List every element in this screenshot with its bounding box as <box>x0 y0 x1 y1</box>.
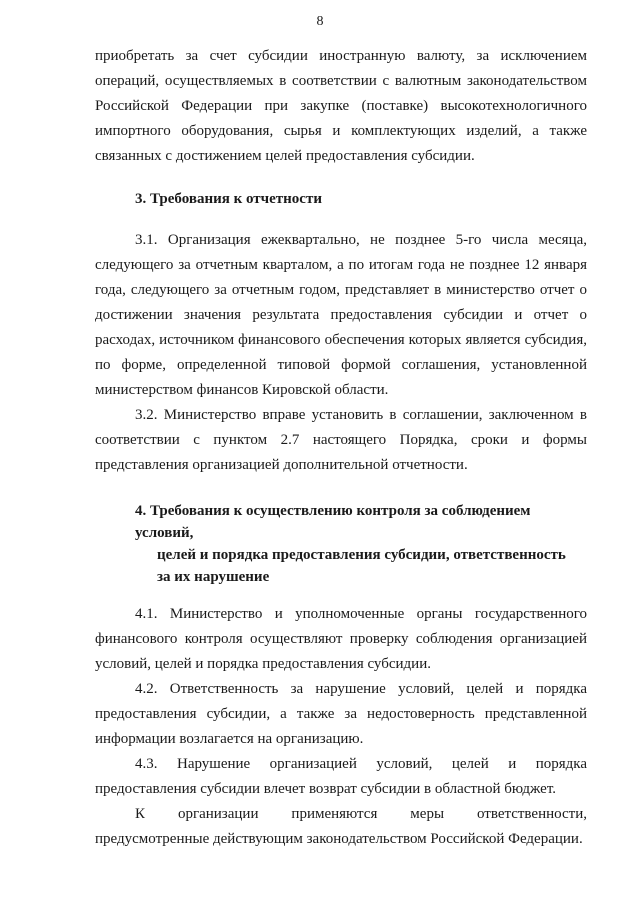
section-3-heading: 3. Требования к отчетности <box>135 191 322 207</box>
section-4-heading-line-2: целей и порядка предоставления субсидии, ответственность <box>157 547 566 563</box>
section-4-paragraph-3: 4.3. Нарушение организацией условий, целей и порядка предоставления субсидии влечет возврат субсидии в областной бюджет. <box>95 756 587 797</box>
page-number: 8 <box>316 14 324 29</box>
section-4-heading-line-1: 4. Требования к осуществлению контроля за соблюдением условий, <box>135 503 531 541</box>
intro-paragraph: приобретать за счет субсидии иностранную валюту, за исключением операций, осуществляемых в соответствии с валютным законодательством Российской Федерации при закупке (поставке) высокотехнологичного импортного оборудования, сырья и комплектующих изделий, а также связанных с достижением целей предоставления субсидии. <box>95 48 587 164</box>
document-body <box>95 44 587 852</box>
section-3-paragraph-1: 3.1. Организация ежеквартально, не позднее 5-го числа месяца, следующего за отчетным кварталом, а по итогам года не позднее 12 января года, следующего за отчетным годом, представляет в министерство отчет о достижении значения результата предоставления субсидии и отчет о расходах, источником финансового обеспечения которых является субсидия, по форме, определенной типовой формой соглашения, установленной министерством финансов Кировской области. <box>95 232 587 398</box>
section-4-paragraph-4: К организации применяются меры ответственности, предусмотренные действующим законодательством Российской Федерации. <box>95 806 587 847</box>
section-4-paragraph-2: 4.2. Ответственность за нарушение условий, целей и порядка предоставления субсидии, а также за недостоверность представленной информации возлагается на организацию. <box>95 681 587 747</box>
section-4-paragraph-1: 4.1. Министерство и уполномоченные органы государственного финансового контроля осуществляют проверку соблюдения организацией условий, целей и порядка предоставления субсидии. <box>95 606 587 672</box>
section-3-paragraph-2: 3.2. Министерство вправе установить в соглашении, заключенном в соответствии с пунктом 2.7 настоящего Порядка, сроки и формы представления организацией дополнительной отчетности. <box>95 407 587 473</box>
section-4-heading <box>95 500 587 588</box>
section-4-heading-line-3: за их нарушение <box>157 569 270 585</box>
